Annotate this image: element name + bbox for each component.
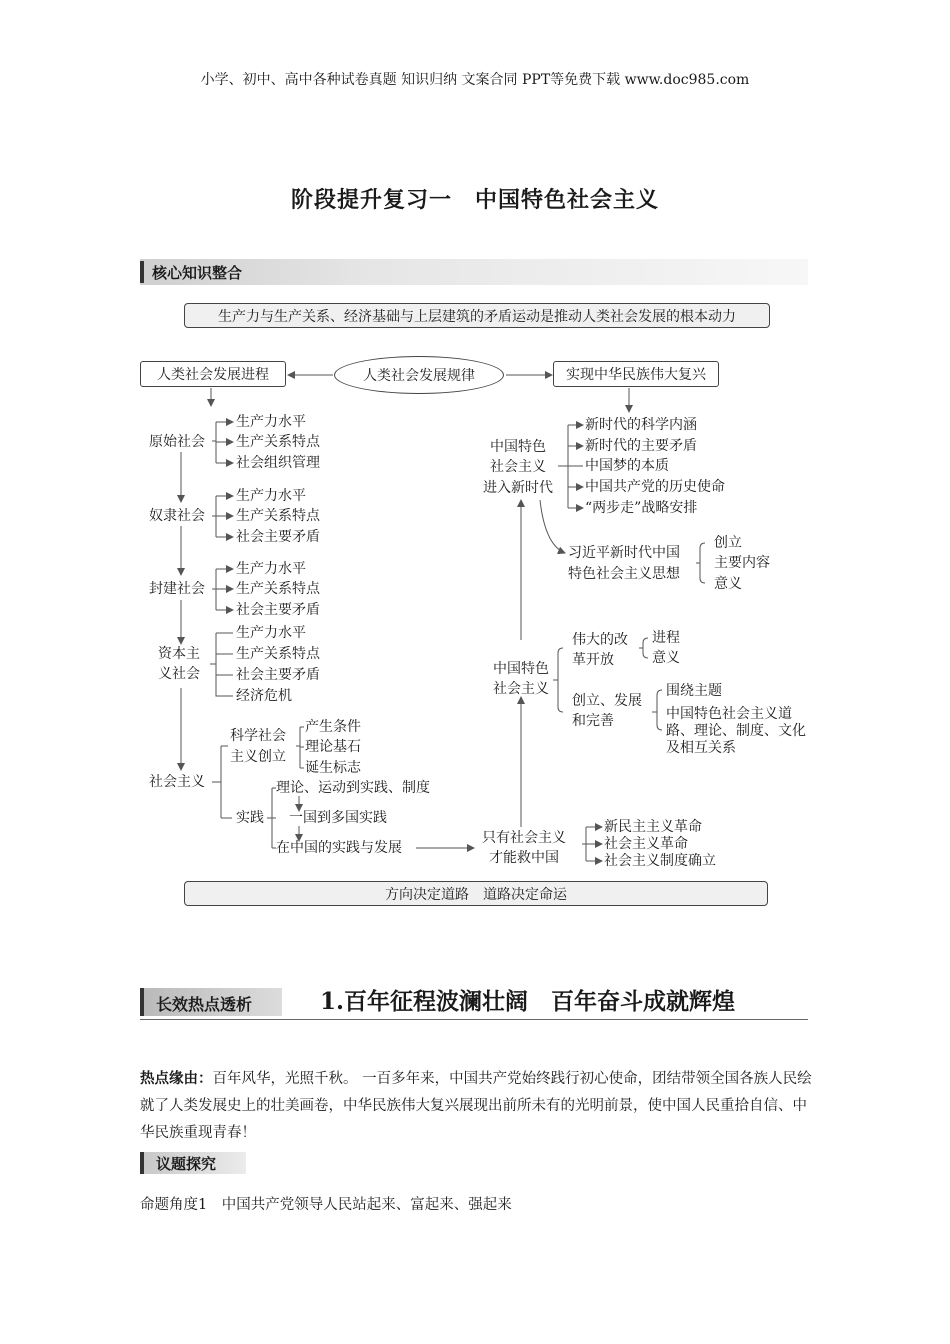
xi-line1: 习近平新时代中国 (568, 545, 680, 561)
feudal-item: 社会主要矛盾 (236, 602, 320, 618)
only-item: 社会主义革命 (604, 836, 688, 852)
section-label: 议题探究 (156, 1155, 217, 1173)
feudal-item: 生产关系特点 (236, 581, 320, 597)
practice-item: 理论、运动到实践、制度 (276, 780, 430, 796)
sci-item: 理论基石 (305, 739, 361, 755)
section-topic-inquiry (140, 1152, 246, 1174)
slave-item: 生产关系特点 (236, 508, 320, 524)
section-marker (140, 988, 144, 1016)
slave-label: 奴隶社会 (149, 508, 205, 524)
create-relation-line3: 及相互关系 (666, 740, 736, 756)
center-oval (334, 356, 504, 394)
create-line1: 创立、发展 (572, 693, 642, 709)
sci-item: 产生条件 (305, 719, 361, 735)
create-relation-line1: 中国特色社会主义道 (666, 706, 792, 722)
new-era-item: “两步走”战略安排 (585, 500, 698, 516)
capitalist-label-line2: 义社会 (158, 666, 200, 682)
feudal-label: 封建社会 (149, 581, 205, 597)
xi-item: 意义 (714, 576, 742, 592)
reform-item: 意义 (652, 650, 680, 666)
section-tag (140, 988, 282, 1016)
hotspot-text: 百年风华，光照千秋。 一百多年来，中国共产党始终践行初心使命，团结带领全国各族人民绘就了人类发展史上的壮美画卷，中华民族伟大复兴展现出前所未有的光明前景，使中国人民重拾自信、中华民族重现青春！ (140, 1071, 812, 1141)
capitalist-item: 社会主要矛盾 (236, 667, 320, 683)
hotspot-label: 热点缘由： (140, 1071, 213, 1087)
sci-label-line1: 科学社会 (230, 728, 286, 744)
right-head-box (553, 361, 719, 387)
create-relation-line2: 路、理论、制度、文化 (666, 723, 806, 739)
center-text: 人类社会发展规律 (363, 368, 475, 384)
socialism-label: 社会主义 (149, 774, 205, 790)
bottom-box (184, 881, 768, 906)
xi-line2: 特色社会主义思想 (568, 566, 680, 582)
new-era-line1: 中国特色 (490, 439, 546, 455)
xi-item: 创立 (714, 535, 742, 551)
section-hotspot (140, 985, 808, 1020)
slave-item: 生产力水平 (236, 488, 306, 504)
section-label: 核心知识整合 (152, 264, 243, 282)
question-angle: 命题角度1 中国共产党领导人民站起来、富起来、强起来 (140, 1197, 512, 1213)
sci-item: 诞生标志 (305, 760, 361, 776)
practice-item: 一国到多国实践 (289, 810, 387, 826)
cs-line1: 中国特色 (493, 661, 549, 677)
new-era-item: 中国共产党的历史使命 (585, 479, 725, 495)
capitalist-item: 生产力水平 (236, 625, 306, 641)
page-title: 阶段提升复习一 中国特色社会主义 (290, 188, 659, 213)
sci-label-line2: 主义创立 (230, 749, 286, 765)
xi-item: 主要内容 (714, 555, 770, 571)
capitalist-item: 生产关系特点 (236, 646, 320, 662)
reform-line1: 伟大的改 (572, 632, 628, 648)
left-head-box (140, 361, 286, 387)
section-marker (140, 1152, 144, 1174)
feudal-item: 生产力水平 (236, 561, 306, 577)
only-socialism-line2: 才能救中国 (489, 850, 559, 866)
section-heading: 1.百年征程波澜壮阔 百年奋斗成就辉煌 (320, 988, 736, 1015)
primitive-item: 生产关系特点 (236, 434, 320, 450)
bottom-box-text: 方向决定道路 道路决定命运 (385, 886, 567, 903)
primitive-item: 生产力水平 (236, 414, 306, 430)
create-theme: 围绕主题 (666, 683, 722, 699)
right-head-text: 实现中华民族伟大复兴 (566, 367, 706, 383)
new-era-line3: 进入新时代 (483, 480, 553, 496)
page-header: 小学、初中、高中各种试卷真题 知识归纳 文案合同 PPT等免费下载 www.doc985.com (200, 72, 750, 88)
reform-line2: 革开放 (572, 652, 614, 668)
top-box (184, 303, 770, 328)
practice-label: 实践 (236, 810, 264, 826)
section-tag-text: 长效热点透析 (156, 995, 253, 1014)
reform-item: 进程 (652, 630, 680, 646)
new-era-item: 新时代的科学内涵 (585, 417, 697, 433)
create-line2: 和完善 (572, 713, 614, 729)
new-era-item: 新时代的主要矛盾 (585, 438, 697, 454)
new-era-item: 中国梦的本质 (585, 458, 669, 474)
cs-line2: 社会主义 (493, 681, 549, 697)
practice-item: 在中国的实践与发展 (276, 840, 402, 856)
primitive-item: 社会组织管理 (236, 455, 320, 471)
hotspot-paragraph (140, 1066, 812, 1147)
only-socialism-line1: 只有社会主义 (482, 830, 566, 846)
capitalist-item: 经济危机 (236, 688, 292, 704)
only-item: 社会主义制度确立 (604, 853, 716, 869)
slave-item: 社会主要矛盾 (236, 529, 320, 545)
only-item: 新民主主义革命 (604, 819, 702, 835)
primitive-label: 原始社会 (149, 434, 205, 450)
top-box-text: 生产力与生产关系、经济基础与上层建筑的矛盾运动是推动人类社会发展的根本动力 (218, 308, 736, 325)
left-head-text: 人类社会发展进程 (157, 367, 269, 383)
capitalist-label-line1: 资本主 (158, 646, 200, 662)
new-era-line2: 社会主义 (490, 459, 546, 475)
